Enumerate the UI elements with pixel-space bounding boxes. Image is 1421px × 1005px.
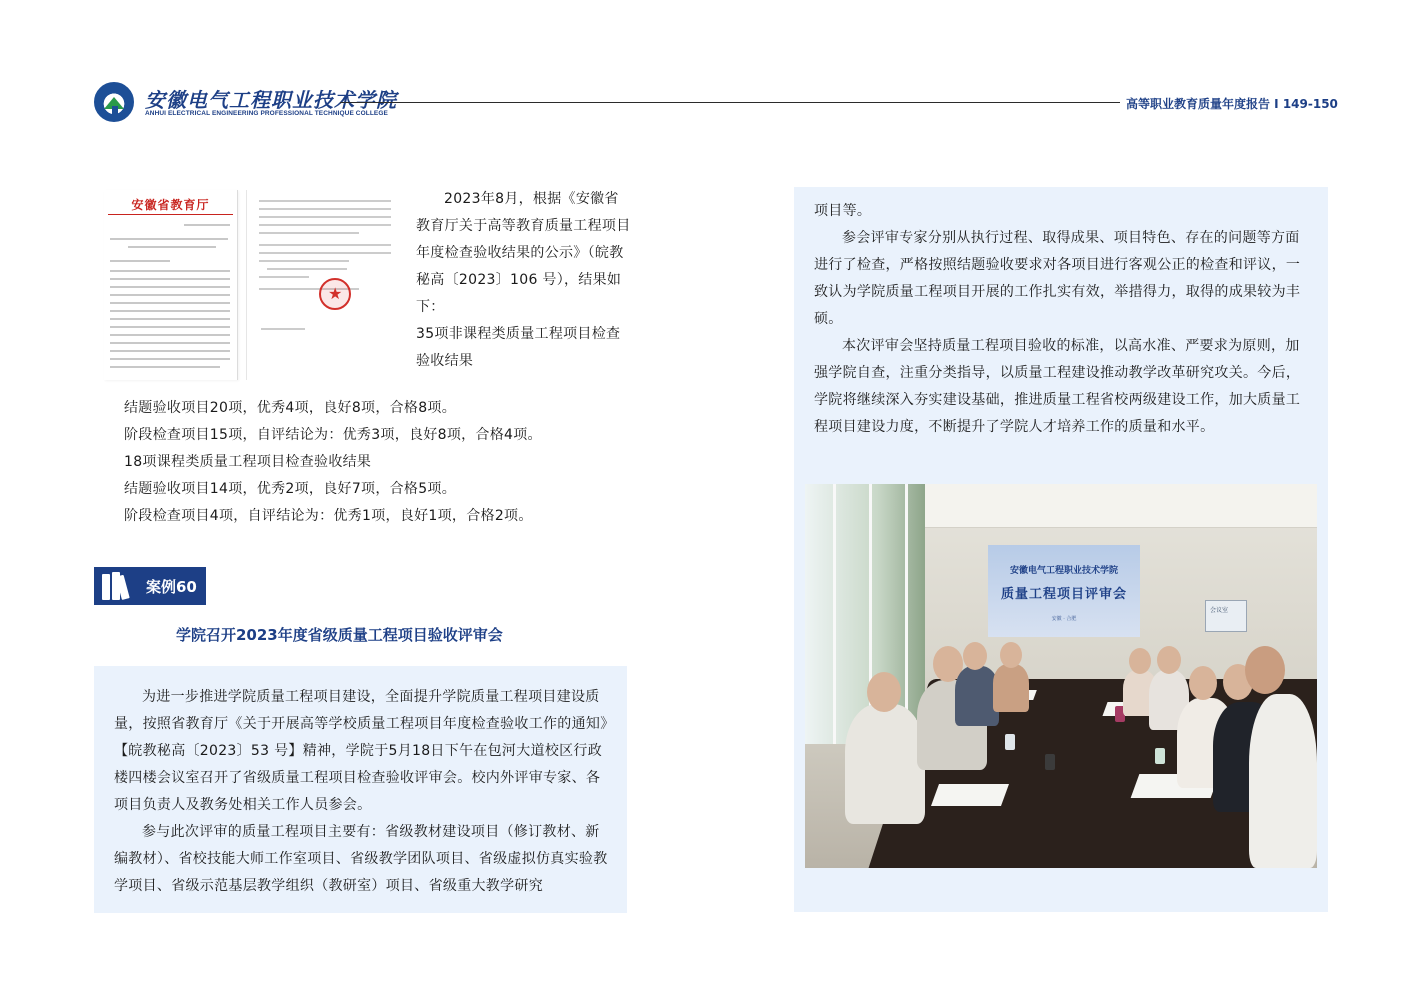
case-text-box	[94, 666, 627, 913]
notice-document-page2-image	[246, 190, 402, 380]
result-line-4: 结题验收项目14项，优秀2项，良好7项，合格5项。	[124, 481, 457, 497]
official-seal-icon: ★	[319, 278, 351, 310]
meeting-photo	[805, 484, 1317, 868]
books-icon	[102, 572, 138, 600]
school-name-en: ANHUI ELECTRICAL ENGINEERING PROFESSIONAL TECHNIQUE COLLEGE	[145, 110, 388, 117]
meeting-room-sign: 会议室	[1205, 600, 1247, 632]
right-paragraph-1: 参会评审专家分别从执行过程、取得成果、项目特色、存在的问题等方面进行了检查，严格按照结题验收要求对各项目进行客观公正的检查和评议，一致认为学院质量工程项目开展的工作扎实有效，举措得力，取得的成果较为丰硕。	[814, 230, 1301, 327]
intro-paragraph: 2023年8月，根据《安徽省教育厅关于高等教育质量工程项目年度检查验收结果的公示》（皖教秘高〔2023〕106 号），结果如下： 35项非课程类质量工程项目检查验收结果	[416, 191, 631, 369]
right-paragraph-2: 本次评审会坚持质量工程项目验收的标准，以高水准、严要求为原则，加强学院自查，注重分类指导，以质量工程建设推动教学改革研究攻关。今后，学院将继续深入夯实建设基础，推进质量工程省校两级建设工作，加大质量工程项目建设力度，不断提升了学院人才培养工作的质量和水平。	[814, 338, 1301, 435]
continued-line: 项目等。	[814, 203, 872, 219]
intro-subheading: 35项非课程类质量工程项目检查验收结果	[416, 326, 621, 369]
case-label: 案例60	[146, 578, 197, 596]
result-line-5: 阶段检查项目4项，自评结论为：优秀1项，良好1项，合格2项。	[124, 508, 533, 524]
school-name-cn: 安徽电气工程职业技术学院	[145, 88, 397, 112]
case-title: 学院召开2023年度省级质量工程项目验收评审会	[176, 626, 503, 644]
box-paragraph-1: 为进一步推进学院质量工程项目建设，全面提升学院质量工程项目建设质量，按照省教育厅《关于开展高等学校质量工程项目年度检查验收工作的通知》【皖教秘高〔2023〕53 号】精神，学院于5月18日下午在包河大道校区行政楼四楼会议室召开了省级质量工程项目检查验收评审会。校内外评审专家、各项目负责人及教务处相关工作人员参会。	[114, 689, 608, 813]
screen-line-3: 安徽 · 合肥	[1051, 616, 1077, 622]
screen-line-1: 安徽电气工程职业技术学院	[1009, 566, 1118, 576]
doc-image-title: 安徽省教育厅	[131, 198, 210, 212]
result-line-3: 18项课程类质量工程项目检查验收结果	[124, 454, 372, 470]
result-line-1: 结题验收项目20项，优秀4项，良好8项，合格8项。	[124, 400, 457, 416]
college-logo-icon	[94, 82, 134, 122]
header-divider	[340, 102, 1120, 103]
notice-document-image	[104, 190, 238, 380]
result-line-2: 阶段检查项目15项，自评结论为：优秀3项，良好8项，合格4项。	[124, 427, 542, 443]
box-paragraph-2: 参与此次评审的质量工程项目主要有：省级教材建设项目（修订教材、新编教材）、省校技能大师工作室项目、省级教学团队项目、省级虚拟仿真实验教学项目、省级示范基层教学组织（教研室）项目、省级重大教学研究	[114, 824, 608, 894]
report-title-page-numbers: 高等职业教育质量年度报告 I 149-150	[1126, 97, 1338, 111]
screen-line-2: 质量工程项目评审会	[1000, 587, 1127, 602]
case-badge	[94, 567, 206, 605]
projector-screen	[988, 545, 1140, 637]
